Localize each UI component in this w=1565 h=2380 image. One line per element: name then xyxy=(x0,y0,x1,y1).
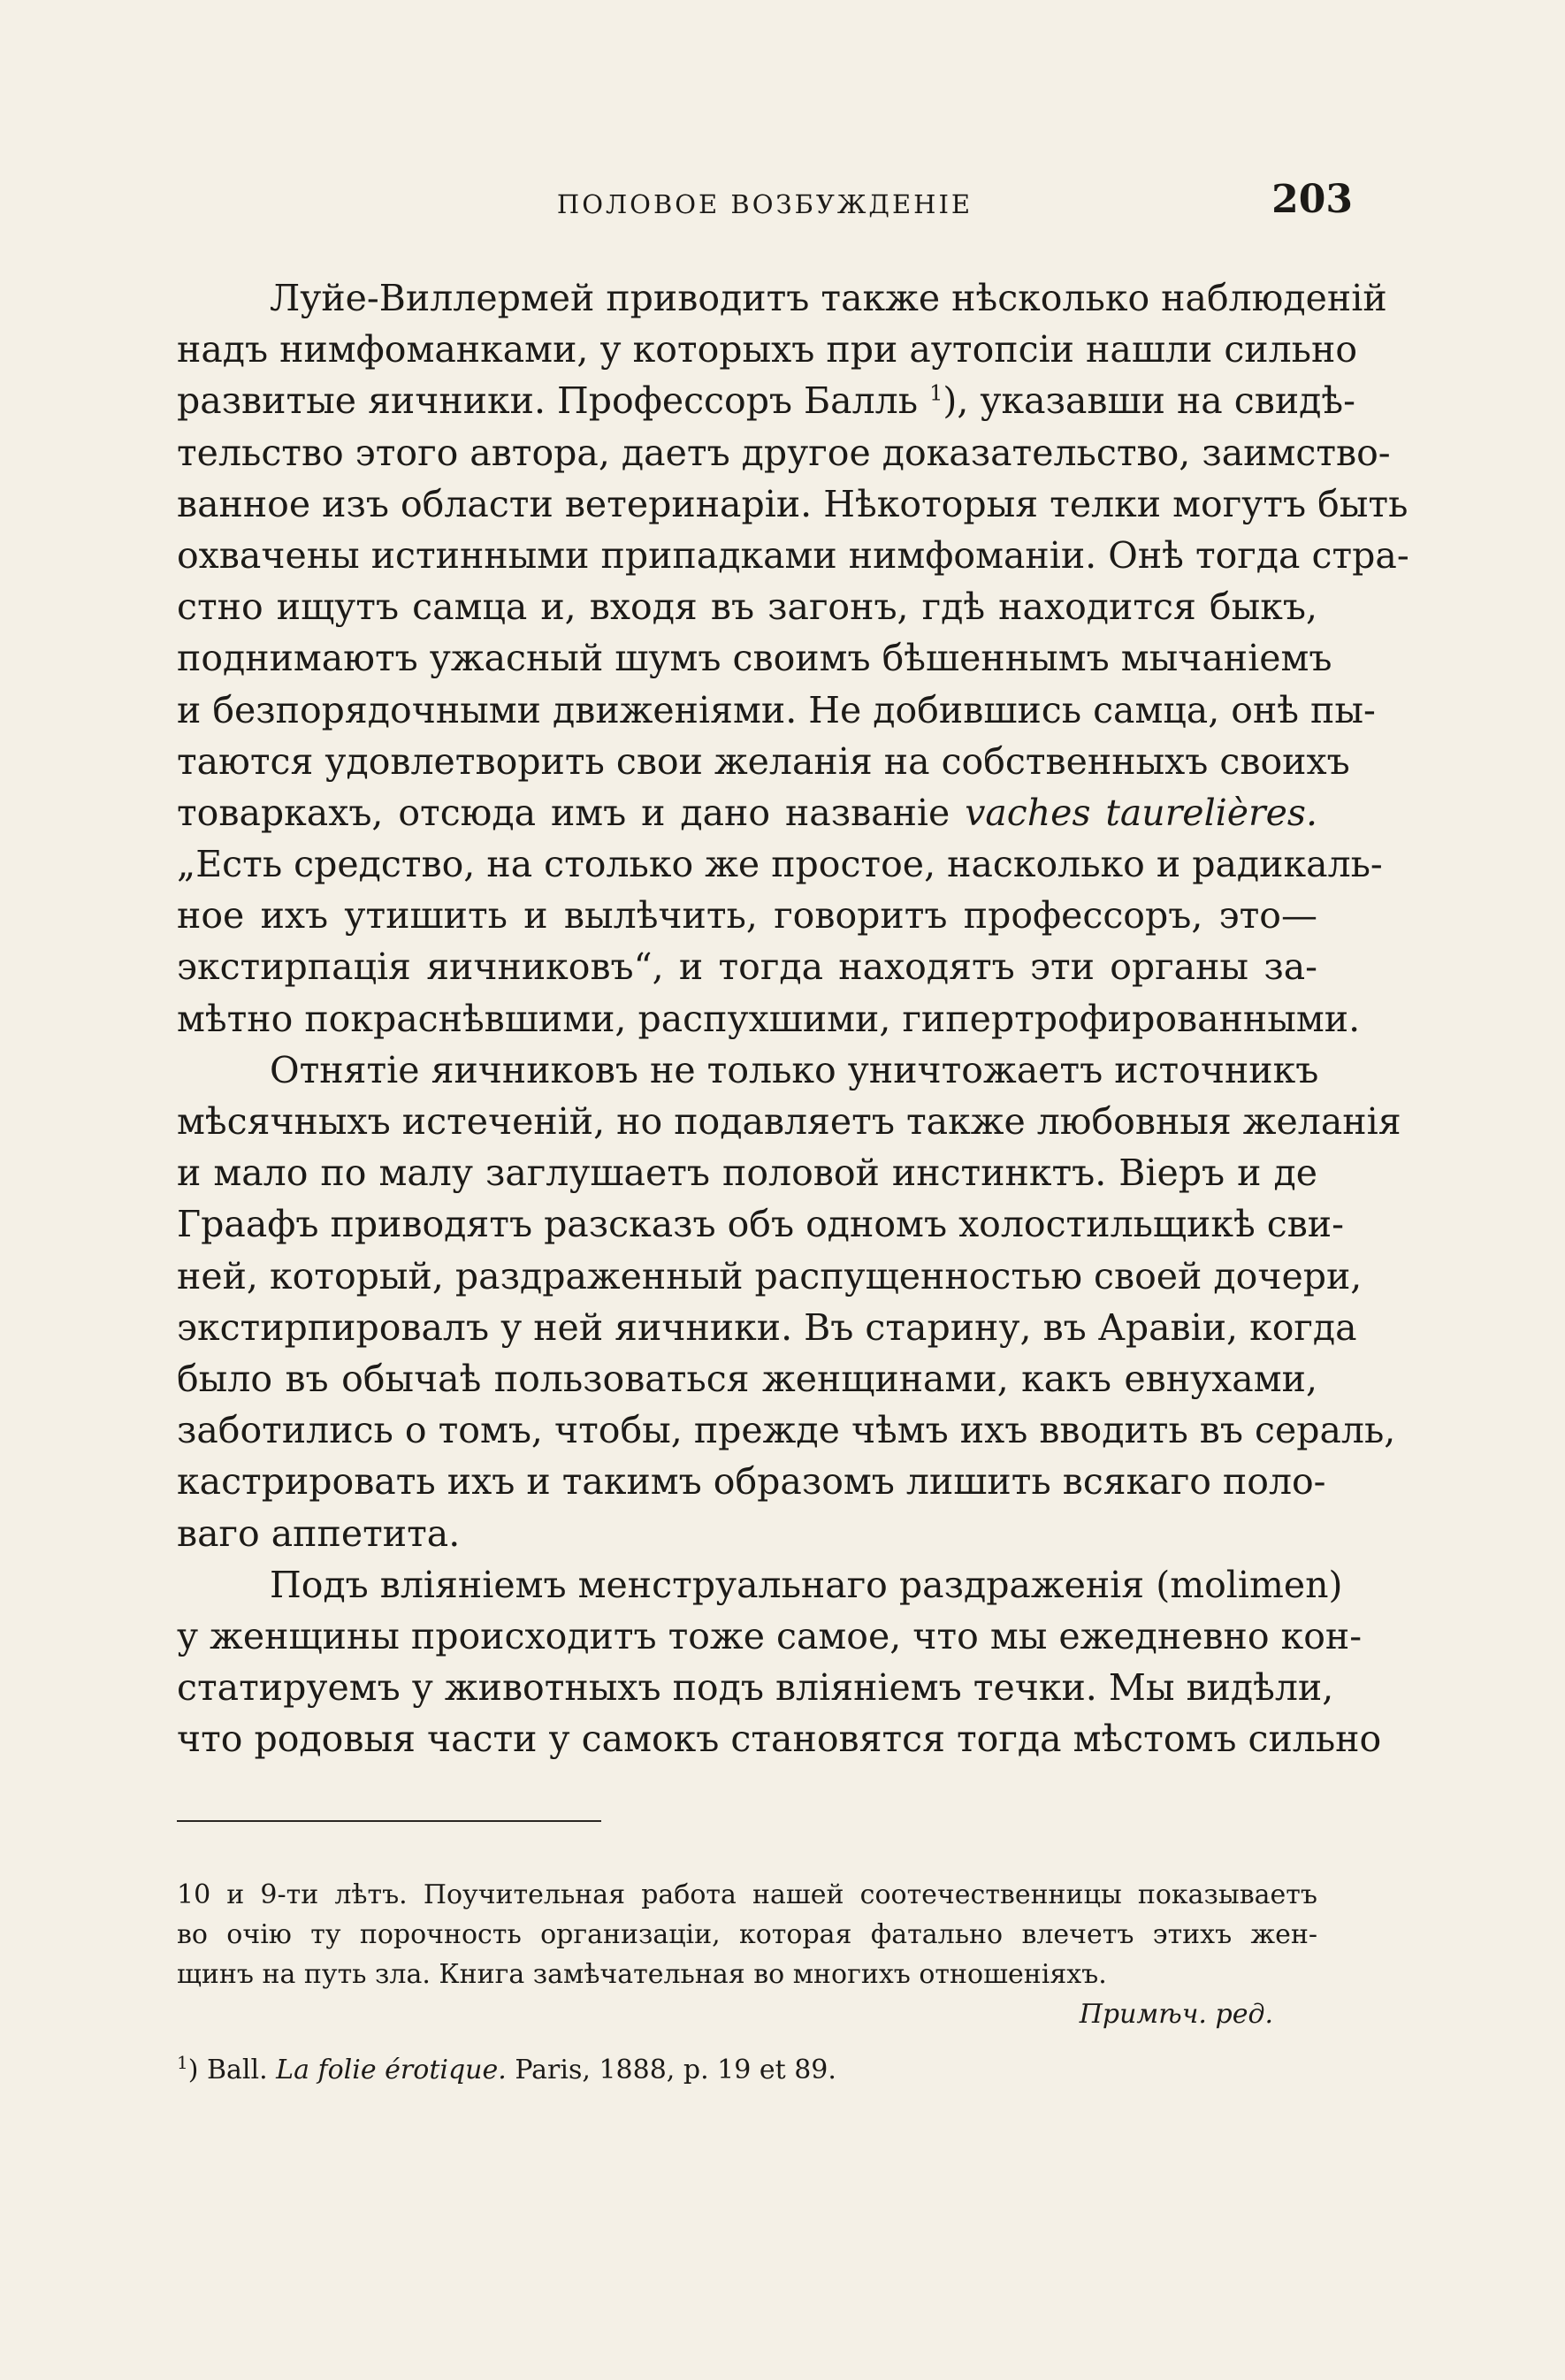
text-line xyxy=(177,1559,1343,1611)
text-line xyxy=(177,1198,1344,1250)
text-line xyxy=(177,632,1332,684)
editor-note-line: щинъ на путь зла. Книга замѣчательная во многихъ отношеніяхъ. xyxy=(177,1959,1107,1990)
text-line xyxy=(177,787,1317,838)
text-line xyxy=(177,1611,1363,1662)
line-text: было въ обычаѣ пользоваться женщинами, какъ евнухами, xyxy=(177,1357,1317,1400)
italic-term: vaches taurelières. xyxy=(965,791,1317,834)
line-text: Подъ вліяніемъ менструальнаго раздраженія (molimen) xyxy=(270,1563,1343,1606)
line-text: „Есть средство, на столько же простое, насколько и радикаль- xyxy=(177,843,1383,886)
text-line xyxy=(177,375,1355,426)
footnote-1 xyxy=(177,2050,1317,2090)
line-text: развитые яичники. Профессоръ Балль xyxy=(177,379,930,423)
line-text: заботились о томъ, чтобы, прежде чѣмъ ихъ вводить въ сераль, xyxy=(177,1409,1396,1452)
text-line xyxy=(177,478,1408,530)
line-text: стно ищутъ самца и, входя въ загонъ, гдѣ находится быкъ, xyxy=(177,585,1317,629)
line-text: товаркахъ, отсюда имъ и дано названіе xyxy=(177,791,966,834)
text-line xyxy=(177,1662,1334,1713)
line-text: Отнятіе яичниковъ не только уничтожаетъ источникъ xyxy=(270,1048,1319,1091)
footnote-reference: 1 xyxy=(929,380,943,406)
text-line xyxy=(177,1353,1317,1404)
line-text: Луйе-Виллермей приводитъ также нѣсколько наблюденій xyxy=(270,277,1387,319)
text-line xyxy=(177,427,1391,478)
text-line xyxy=(177,272,1387,324)
line-text: ней, который, раздраженный распущенностью своей дочери, xyxy=(177,1254,1363,1297)
text-line xyxy=(177,1456,1326,1507)
chapter-title: ПОЛОВОЕ ВОЗБУЖДЕНІЕ xyxy=(556,189,973,219)
line-text: ванное изъ области ветеринаріи. Нѣкоторыя телки могутъ быть xyxy=(177,482,1408,525)
line-text: таются удовлетворить свои желанія на собственныхъ своихъ xyxy=(177,739,1350,783)
text-line xyxy=(177,1251,1363,1302)
footnote-suffix: Paris, 1888, p. 19 et 89. xyxy=(506,2055,836,2085)
editor-note-line: во очію ту порочность организаціи, которая фатально влечетъ этихъ жен- xyxy=(177,1919,1317,1950)
editor-note-line: 10 и 9-ти лѣтъ. Поучительная работа нашей соотечественницы показываетъ xyxy=(177,1879,1317,1910)
text-line xyxy=(177,1147,1317,1198)
line-text: ное ихъ утишить и вылѣчить, говоритъ профессоръ, это— xyxy=(177,894,1317,937)
line-text: и мало по малу заглушаетъ половой инстинктъ. Віеръ и де xyxy=(177,1152,1317,1195)
line-text: ваго аппетита. xyxy=(177,1511,461,1555)
line-text: экстирпировалъ у ней яичники. Въ старину, въ Аравіи, когда xyxy=(177,1305,1357,1349)
text-line xyxy=(177,890,1317,941)
footnote-title: La folie érotique. xyxy=(276,2055,507,2085)
text-line xyxy=(177,838,1383,890)
line-text: ), указавши на свидѣ- xyxy=(943,379,1355,423)
text-line xyxy=(177,1508,1317,1559)
text-line xyxy=(177,1713,1382,1764)
text-line xyxy=(177,1045,1317,1096)
editor-note-signature: Примѣч. ред. xyxy=(1079,1999,1273,2030)
footnotes xyxy=(177,1875,1317,2090)
line-text: тельство этого автора, даетъ другое доказательство, заимство- xyxy=(177,431,1391,474)
line-text: и безпорядочными движеніями. Не добившись самца, онѣ пы- xyxy=(177,688,1376,731)
running-head xyxy=(177,177,1353,230)
line-text: охвачены истинными припадками нимфоманіи. Онѣ тогда стра- xyxy=(177,533,1409,577)
text-line xyxy=(177,685,1376,736)
text-line xyxy=(177,1096,1401,1147)
text-line xyxy=(177,941,1317,992)
text-line xyxy=(177,530,1409,581)
line-text: мѣтно покраснѣвшими, распухшими, гипертрофированными. xyxy=(177,997,1361,1040)
text-line xyxy=(177,1302,1357,1353)
line-text: надъ нимфоманками, у которыхъ при аутопсіи нашли сильно xyxy=(177,328,1358,371)
text-line xyxy=(177,324,1358,375)
body-text xyxy=(177,272,1409,1764)
text-line xyxy=(177,993,1361,1045)
footnote-mark: 1 xyxy=(177,2052,188,2073)
line-text: экстирпація яичниковъ“, и тогда находятъ эти органы за- xyxy=(177,945,1317,989)
text-line xyxy=(177,1404,1396,1456)
line-text: что родовыя части у самокъ становятся тогда мѣстомъ сильно xyxy=(177,1718,1382,1761)
line-text: статируемъ у животныхъ подъ вліяніемъ течки. Мы видѣли, xyxy=(177,1666,1334,1710)
line-text: мѣсячныхъ истеченій, но подавляетъ также любовныя желанія xyxy=(177,1100,1401,1143)
line-text: у женщины происходитъ тоже самое, что мы ежедневно кон- xyxy=(177,1614,1363,1657)
text-line xyxy=(177,736,1350,787)
page-number: 203 xyxy=(1271,177,1353,222)
line-text: Граафъ приводятъ разсказъ объ одномъ холостильщикѣ сви- xyxy=(177,1203,1344,1246)
line-text: поднимаютъ ужасный шумъ своимъ бѣшеннымъ мычаніемъ xyxy=(177,637,1332,680)
text-line xyxy=(177,581,1317,632)
footnote-rule xyxy=(177,1820,601,1822)
footnote-prefix: ) Ball. xyxy=(187,2055,277,2085)
line-text: кастрировать ихъ и такимъ образомъ лишить всякаго поло- xyxy=(177,1460,1326,1504)
